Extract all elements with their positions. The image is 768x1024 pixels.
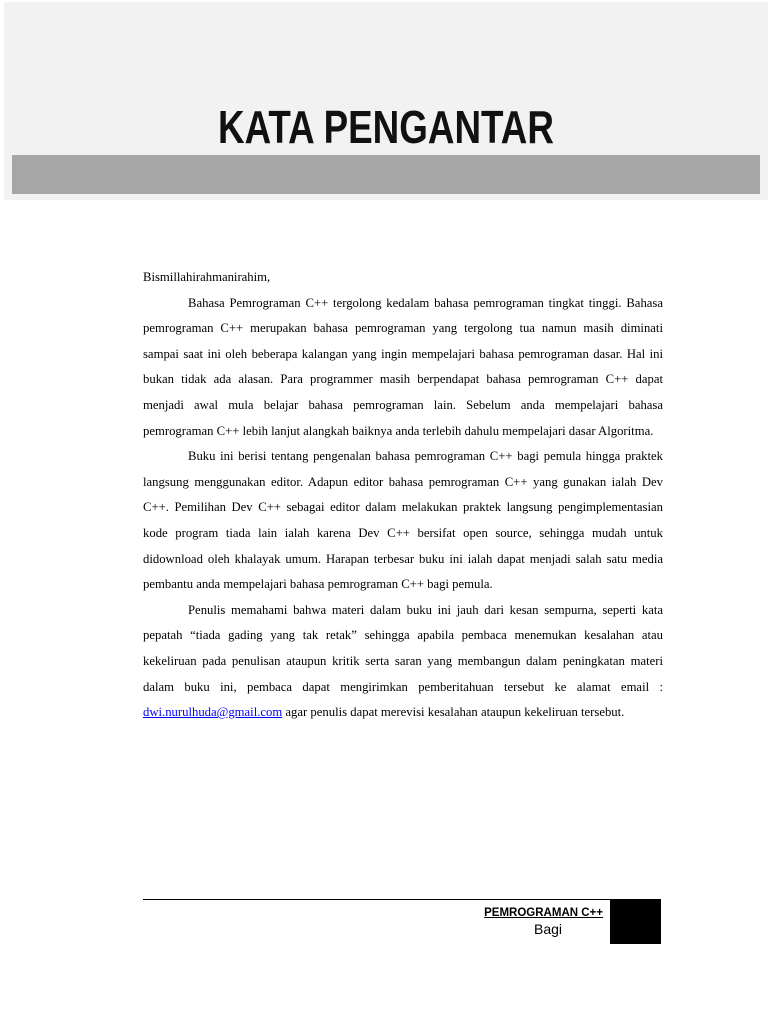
chapter-header (4, 2, 768, 200)
paragraph-line: bukan tidak ada alasan. Para programmer masih berpendapat bahasa pemrograman C++ dapat (143, 372, 663, 387)
paragraph-line: kode program tiada lain ialah karena Dev C++ bersifat open source, sehingga mudah untuk (143, 525, 663, 540)
paragraph-line: kekeliruan pada penulisan ataupun kritik serta saran yang membangun dalam peningkatan materi (143, 653, 663, 668)
footer-subtitle: Bagi (534, 921, 563, 937)
paragraph-line: pembantu anda mempelajari bahasa pemrograman C++ bagi pemula. (143, 577, 493, 592)
paragraph-2 (143, 444, 663, 598)
chapter-title-text: KATA PENGANTAR (218, 101, 554, 153)
paragraph-line: Bahasa Pemrograman C++ tergolong kedalam bahasa pemrograman tingkat tinggi. Bahasa (188, 295, 663, 310)
footer-rule (143, 899, 661, 900)
paragraph-line: C++. Pemilihan Dev C++ sebagai editor dalam melakukan praktek langsung pengimplementasian (143, 500, 663, 515)
paragraph-line: Buku ini berisi tentang pengenalan bahasa pemrograman C++ bagi pemula hingga praktek (188, 449, 663, 464)
paragraph-line: didownload oleh khalayak umum. Harapan terbesar buku ini ialah dapat menjadi salah satu media (143, 551, 663, 566)
greeting: Bismillahirahmanirahim, (143, 270, 271, 284)
paragraph-line: Penulis memahami bahwa materi dalam buku ini jauh dari kesan sempurna, seperti kata (188, 602, 663, 617)
paragraph-1 (143, 291, 663, 445)
paragraph-line: pepatah “tiada gading yang tak retak” sehingga apabila pembaca menemukan kesalahan atau (143, 628, 663, 643)
header-band (12, 155, 760, 194)
email-link[interactable]: dwi.nurulhuda@gmail.com (143, 705, 283, 720)
footer-page-mark (610, 900, 661, 944)
paragraph-line: pemrograman C++ lebih lanjut alangkah baiknya anda terlebih dahulu mempelajari dasar Algoritma. (143, 423, 654, 438)
body-text (143, 265, 663, 726)
chapter-title (4, 101, 768, 153)
paragraph-line: menjadi awal mula belajar bahasa pemrograman lain. Sebelum anda mempelajari bahasa (143, 397, 663, 412)
paragraph-line: sampai saat ini oleh beberapa kalangan yang ingin mempelajari bahasa pemrograman dasar. Hal ini (143, 346, 663, 361)
closing-text: agar penulis dapat merevisi kesalahan ataupun kekeliruan tersebut. (285, 705, 625, 720)
paragraph-3 (143, 598, 663, 726)
footer-book-title: PEMROGRAMAN C++ (484, 907, 603, 919)
paragraph-line: pemrograman C++ merupakan bahasa pemrograman yang tergolong tua namun masih diminati (143, 321, 663, 336)
paragraph-line: langsung menggunakan editor. Adapun editor bahasa pemrograman C++ yang gunakan ialah Dev (143, 474, 663, 489)
paragraph-closing-line (143, 700, 663, 726)
paragraph-line: dalam buku ini, pembaca dapat mengirimkan pemberitahuan tersebut ke alamat email : (143, 679, 663, 694)
